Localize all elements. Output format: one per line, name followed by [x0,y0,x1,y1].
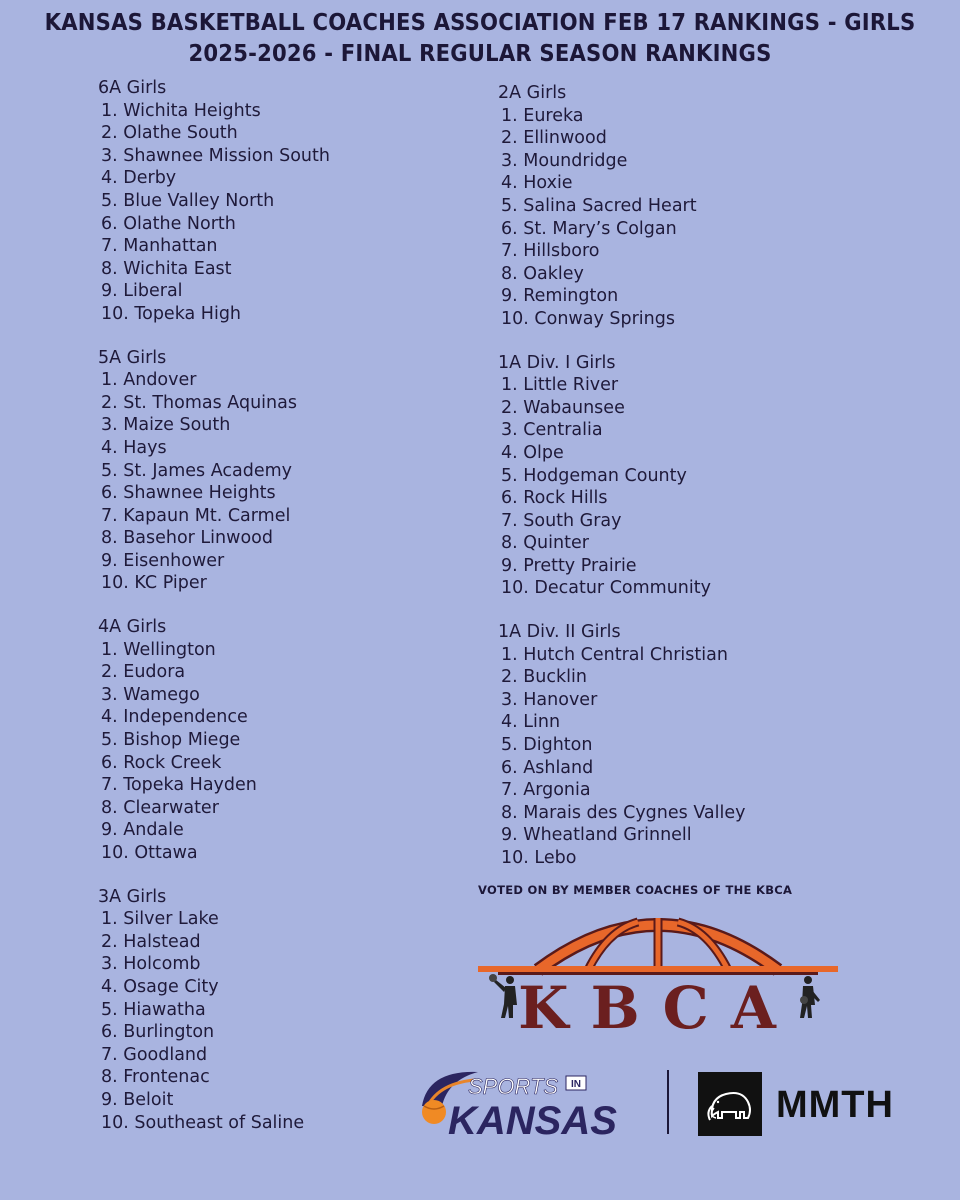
team-entry: 6. Olathe North [101,213,236,234]
team-entry: 5. Hodgeman County [501,465,687,486]
team-entry: 6. St. Mary’s Colgan [501,218,677,239]
team-entry: 4. Independence [101,707,248,728]
team-entry: 5. St. James Academy [101,460,293,481]
team-entry: 9. Liberal [101,281,183,302]
team-entry: 7. Goodland [101,1044,208,1065]
team-entry: 4. Linn [501,712,561,733]
team-entry: 2. Ellinwood [501,128,607,149]
mmth-wordmark: MMTH [776,1084,894,1126]
in-word: IN [571,1079,581,1090]
section-title: 1A Div. II Girls [498,622,621,643]
ranking-section-4a [98,616,498,865]
team-entry: 1. Hutch Central Christian [501,644,728,665]
header-title-line2: 2025-2026 - FINAL REGULAR SEASON RANKINGS [188,41,772,67]
team-entry: 5. Dighton [501,735,593,756]
sports-word: SPORTS [468,1074,559,1099]
team-entry: 4. Derby [101,168,177,189]
team-entry: 9. Andale [101,820,184,841]
team-entry: 1. Little River [501,375,619,396]
mammoth-logo-icon [698,1072,762,1136]
header-title-line1: KANSAS BASKETBALL COACHES ASSOCIATION FEB 17 RANKINGS - GIRLS [44,10,916,36]
team-entry: 8. Basehor Linwood [101,528,273,549]
team-entry: 10. Conway Springs [501,308,675,329]
team-entry: 4. Olpe [501,442,564,463]
team-entry: 3. Hanover [501,689,598,710]
section-title: 4A Girls [98,617,167,638]
team-entry: 5. Salina Sacred Heart [501,195,697,216]
team-entry: 7. Argonia [501,780,591,801]
team-entry: 9. Beloit [101,1089,174,1110]
team-entry: 2. Bucklin [501,667,587,688]
section-title: 1A Div. I Girls [498,352,616,373]
ranking-section-2a [498,82,898,331]
ranking-section-1a-div2 [498,621,898,870]
team-entry: 10. Topeka High [101,303,242,324]
section-title: 2A Girls [498,83,567,103]
team-entry: 1. Wellington [101,639,216,660]
kbca-logo [478,910,838,1040]
rankings-right-column [498,82,898,891]
kansas-word: KANSAS [448,1099,617,1138]
team-entry: 10. Decatur Community [501,578,711,599]
team-entry: 8. Oakley [501,263,584,284]
team-entry: 2. Wabaunsee [501,397,625,418]
section-title: 6A Girls [98,78,167,98]
team-entry: 10. Southeast of Saline [101,1112,305,1133]
team-entry: 1. Andover [101,370,197,391]
ranking-section-5a [98,347,498,596]
section-title: 5A Girls [98,347,167,368]
logo-divider [667,1070,669,1134]
team-entry: 7. Hillsboro [501,241,600,262]
team-entry: 7. Topeka Hayden [101,775,257,796]
team-entry: 1. Wichita Heights [101,100,261,121]
team-entry: 6. Burlington [101,1022,215,1043]
team-entry: 6. Rock Hills [501,488,608,509]
voted-by-note: VOTED ON BY MEMBER COACHES OF THE KBCA [478,883,793,897]
page-header [38,8,921,70]
team-entry: 3. Maize South [101,415,231,436]
team-entry: 4. Osage City [101,976,219,997]
kbca-letters: KBCA [518,974,798,1040]
team-entry: 2. Eudora [101,662,186,683]
team-entry: 6. Ashland [501,757,594,778]
team-entry: 2. Halstead [101,931,201,952]
team-entry: 9. Eisenhower [101,550,225,571]
team-entry: 3. Centralia [501,420,603,441]
team-entry: 3. Holcomb [101,954,201,975]
sports-in-kansas-logo [418,1066,640,1138]
team-entry: 5. Hiawatha [101,999,206,1020]
team-entry: 7. Manhattan [101,236,218,257]
team-entry: 8. Clearwater [101,797,219,818]
team-entry: 9. Remington [501,286,619,307]
team-entry: 1. Eureka [501,105,584,126]
team-entry: 3. Moundridge [501,150,628,171]
team-entry: 4. Hoxie [501,173,573,194]
team-entry: 1. Silver Lake [101,909,219,930]
rankings-left-column [98,77,498,1155]
team-entry: 9. Wheatland Grinnell [501,825,692,846]
team-entry: 10. KC Piper [101,573,207,594]
team-entry: 8. Frontenac [101,1067,210,1088]
section-title: 3A Girls [98,886,167,907]
team-entry: 5. Blue Valley North [101,190,275,211]
team-entry: 9. Pretty Prairie [501,555,637,576]
team-entry: 10. Lebo [501,848,577,868]
team-entry: 2. Olathe South [101,123,238,144]
team-entry: 7. Kapaun Mt. Carmel [101,505,291,526]
team-entry: 5. Bishop Miege [101,730,241,751]
team-entry: 8. Wichita East [101,258,232,279]
team-entry: 3. Wamego [101,684,200,705]
team-entry: 3. Shawnee Mission South [101,145,330,166]
team-entry: 7. South Gray [501,510,622,531]
team-entry: 10. Ottawa [101,843,198,863]
ranking-section-1a-div1 [498,352,898,601]
team-entry: 6. Rock Creek [101,752,222,773]
team-entry: 4. Hays [101,437,167,458]
team-entry: 6. Shawnee Heights [101,483,276,504]
team-entry: 8. Quinter [501,533,589,554]
ranking-section-6a [98,77,498,326]
team-entry: 8. Marais des Cygnes Valley [501,802,746,823]
team-entry: 2. St. Thomas Aquinas [101,392,297,413]
